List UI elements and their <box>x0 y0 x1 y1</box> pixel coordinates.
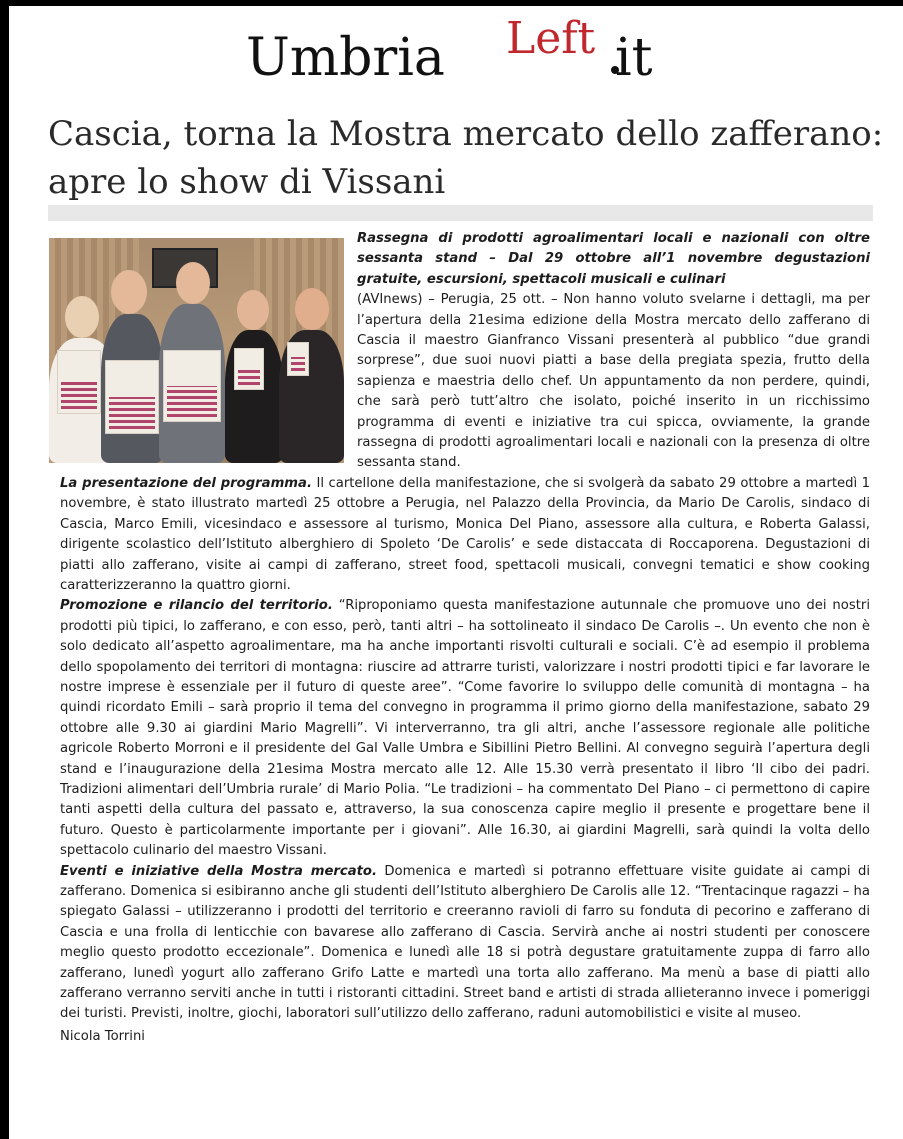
top-edge <box>0 0 903 6</box>
section-text: Il cartellone della manifestazione, che si svolgerà da sabato 29 ottobre a martedì 1 novembre, è stato illustrato martedì 25 ottobre a Perugia, nel Palazzo della Provincia, da Mario De Carolis, sindaco di Cascia, Marco Emili, vicesindaco e assessore al turismo, Monica Del Piano, assessore alla cultura, e Roberta Galassi, dirigente scolastico dell’Istituto alberghiero di Spoleto ‘De Carolis’ e sede distaccata di Roccaporena. Degustazioni di piatti allo zafferano, visite ai campi di zafferano, street food, spettacoli musicali, convegni tematici e show cooking caratterizzeranno la quattro giorni. <box>60 475 871 593</box>
logo-left-text: Left <box>506 13 596 64</box>
article-lead: Rassegna di prodotti agroalimentari locali e nazionali con oltre sessanta stand – Dal 29 ottobre all’1 novembre degustazioni gratuite, escursioni, spettacoli musicali e culinari <box>357 231 870 287</box>
masthead-logo <box>0 14 903 94</box>
section-heading: La presentazione del programma. <box>60 475 312 491</box>
article-section <box>60 474 870 596</box>
article-author: Nicola Torrini <box>60 1028 145 1044</box>
headline-divider <box>48 205 873 221</box>
section-heading: Promozione e rilancio del territorio. <box>60 598 333 614</box>
article-body <box>60 229 870 1047</box>
article-section <box>60 862 870 1025</box>
article-headline: Cascia, torna la Mostra mercato dello zafferano: apre lo show di Vissani <box>48 114 884 202</box>
section-text: Domenica e martedì si potranno effettuare visite guidate ai campi di zafferano. Domenica si esibiranno anche gli studenti dell’Istituto alberghiero De Carolis alle 12. “Trentacinque ragazzi – ha spiegato Galassi – utilizzeranno i prodotti del territorio e creeranno ravioli di farro su fonduta di pecorino e zafferano di Cascia e una frolla di lenticchie con bavarese allo zafferano di Cascia. Servirà anche ai nostri studenti per conoscere meglio questo prodotto eccezionale”. Domenica e lunedì alle 18 si potrà degustare gratuitamente zuppa di farro allo zafferano, lunedì yogurt allo zafferano Grifo Latte e martedì una torta allo zafferano. Ma menù a base di piatti allo zafferano verranno serviti anche in tutti i ristoranti cittadini. Street band e artisti di strada allieteranno invece i pomeriggi dei turisti. Previsti, inoltre, giochi, laboratori sull’utilizzo dello zafferano, raduni automobilistici e visite al museo. <box>60 863 870 1022</box>
logo-umbria-text: Umbria <box>246 28 445 88</box>
article-section <box>60 596 870 861</box>
section-heading: Eventi e iniziative della Mostra mercato. <box>60 863 377 879</box>
logo-it-text: it <box>615 28 653 88</box>
article-intro: (AVInews) – Perugia, 25 ott. – Non hanno voluto svelarne i dettagli, ma per l’apertura della 21esima edizione della Mostra mercato dello zafferano di Cascia il maestro Gianfranco Vissani presenterà al pubblico “due grandi sorprese”, due suoi nuovi piatti a base della pregiata spezia, frutto della sapienza e maestria dello chef. Un appuntamento da non perdere, quindi, che sarà però tutt’altro che isolato, poiché inserito in un ricchissimo programma di eventi e iniziative tra cui spicca, ovviamente, la grande rassegna di prodotti agroalimentari locali e nazionali con la presenza di oltre sessanta stand. <box>357 292 870 471</box>
section-text: “Riproponiamo questa manifestazione autunnale che promuove uno dei nostri prodotti più tipici, lo zafferano, e con esso, però, tanti altri – ha sottolineato il sindaco De Carolis –. Un evento che non è solo dedicato all’aspetto agroalimentare, ma ha anche importanti risvolti culturali e sociali. C’è ad esempio il problema dello spopolamento dei territori di montagna: riuscire ad attrarre turisti, valorizzare i nostri prodotti tipici e far lavorare le nostre imprese è essenziale per il futuro di queste aree”. “Come favorire lo sviluppo delle comunità di montagna – ha quindi ricordato Emili – sarà proprio il tema del convegno in programma il primo giorno della manifestazione, sabato 29 ottobre alle 9.30 ai giardini Mario Magrelli”. Vi interverranno, tra gli altri, anche l’assessore regionale alle politiche agricole Roberto Morroni e il presidente del Gal Valle Umbra e Sibillini Pietro Bellini. Al convegno seguirà l’apertura degli stand e l’inaugurazione della 21esima Mostra mercato alle 12. Alle 15.30 verrà presentato il libro ‘Il cibo dei padri. Tradizioni alimentari dell’Umbria rurale’ di Mario Polia. “Le tradizioni – ha commentato Del Piano – ci permettono di capire tanti aspetti della cultura del passato e, attraverso, la sua conoscenza capire meglio il presente e progettare bene il futuro. Questo è particolarmente importante per i giovani”. Alle 16.30, ai giardini Magrelli, sarà quindi la volta dello spettacolo culinario del maestro Vissani. <box>60 598 870 859</box>
left-edge <box>0 0 9 1139</box>
